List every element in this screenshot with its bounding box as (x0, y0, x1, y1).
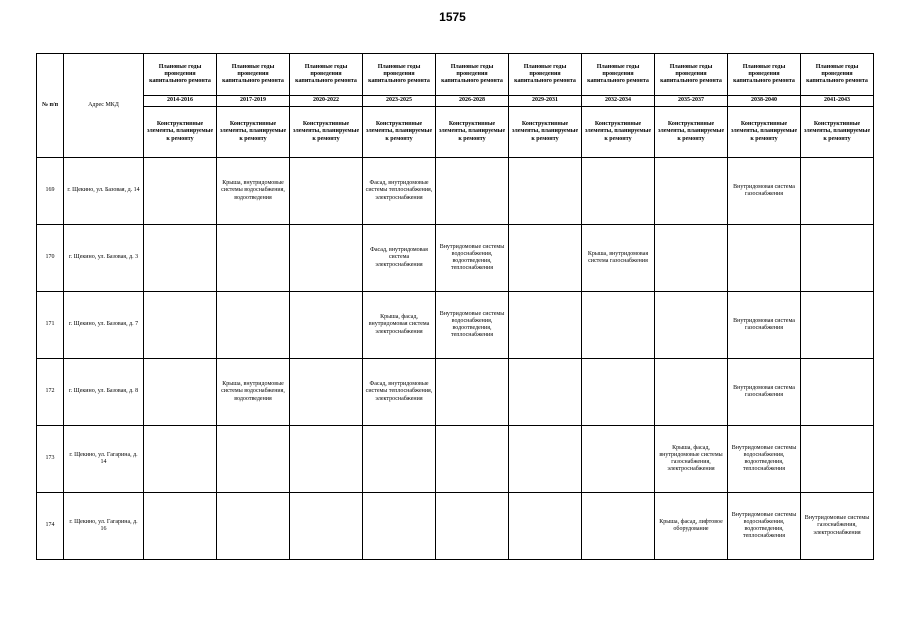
work-cell: Крыша, фасад, лифтовое оборудование (655, 493, 728, 560)
work-cell (801, 426, 874, 493)
work-cell (363, 426, 436, 493)
header-planned-years: Плановые годы проведения капитального ремонта (655, 54, 728, 96)
work-cell (582, 493, 655, 560)
work-cell: Фасад, внутридомовые системы теплоснабжения, электроснабжения (363, 359, 436, 426)
header-elements: Конструктивные элементы, планируемые к ремонту (217, 107, 290, 158)
work-cell: Внутридомовые системы водоснабжения, водоотведения, теплоснабжения (436, 225, 509, 292)
header-planned-years: Плановые годы проведения капитального ремонта (363, 54, 436, 96)
work-cell (217, 493, 290, 560)
header-row-elements (37, 107, 874, 158)
row-address: г. Щекино, ул. Гагарина, д. 14 (64, 426, 144, 493)
row-address: г. Щекино, ул. Базовая, д. 3 (64, 225, 144, 292)
work-cell (436, 426, 509, 493)
work-cell (728, 225, 801, 292)
row-number: 172 (37, 359, 64, 426)
table-row (37, 225, 874, 292)
table-row (37, 493, 874, 560)
work-cell (582, 426, 655, 493)
header-elements: Конструктивные элементы, планируемые к ремонту (363, 107, 436, 158)
work-cell: Внутридомовая система газоснабжения (728, 158, 801, 225)
work-cell (144, 292, 217, 359)
work-cell: Крыша, внутридомовая система газоснабжения (582, 225, 655, 292)
work-cell: Фасад, внутридомовая система электроснабжения (363, 225, 436, 292)
work-cell: Внутридомовые системы газоснабжения, электроснабжения (801, 493, 874, 560)
header-planned-years: Плановые годы проведения капитального ремонта (144, 54, 217, 96)
work-cell: Крыша, внутридомовые системы водоснабжения, водоотведения (217, 158, 290, 225)
header-planned-years: Плановые годы проведения капитального ремонта (436, 54, 509, 96)
row-address: г. Щекино, ул. Базовая, д. 7 (64, 292, 144, 359)
capital-repair-plan-table (36, 53, 874, 560)
header-period: 2029-2031 (509, 96, 582, 107)
work-cell (290, 292, 363, 359)
header-planned-years: Плановые годы проведения капитального ремонта (509, 54, 582, 96)
header-elements: Конструктивные элементы, планируемые к ремонту (801, 107, 874, 158)
header-elements: Конструктивные элементы, планируемые к ремонту (144, 107, 217, 158)
header-period: 2041-2043 (801, 96, 874, 107)
work-cell: Крыша, внутридомовые системы водоснабжения, водоотведения (217, 359, 290, 426)
header-period: 2026-2028 (436, 96, 509, 107)
work-cell (290, 359, 363, 426)
table-row (37, 158, 874, 225)
work-cell (509, 493, 582, 560)
work-cell (290, 426, 363, 493)
row-number: 173 (37, 426, 64, 493)
work-cell: Крыша, фасад, внутридомовые системы газоснабжения, электроснабжения (655, 426, 728, 493)
work-cell (144, 359, 217, 426)
work-cell (582, 158, 655, 225)
header-planned-years: Плановые годы проведения капитального ремонта (801, 54, 874, 96)
work-cell (217, 426, 290, 493)
row-address: г. Щекино, ул. Базовая, д. 14 (64, 158, 144, 225)
work-cell (801, 359, 874, 426)
work-cell (217, 292, 290, 359)
row-address: г. Щекино, ул. Базовая, д. 8 (64, 359, 144, 426)
header-period: 2032-2034 (582, 96, 655, 107)
header-planned-years: Плановые годы проведения капитального ремонта (728, 54, 801, 96)
work-cell (144, 158, 217, 225)
work-cell (801, 225, 874, 292)
header-period: 2020-2022 (290, 96, 363, 107)
work-cell (290, 225, 363, 292)
work-cell (217, 225, 290, 292)
work-cell (509, 225, 582, 292)
work-cell: Внутридомовая система газоснабжения (728, 292, 801, 359)
header-period: 2014-2016 (144, 96, 217, 107)
header-period: 2023-2025 (363, 96, 436, 107)
work-cell: Фасад, внутридомовые системы теплоснабжения, электроснабжения (363, 158, 436, 225)
row-number: 170 (37, 225, 64, 292)
header-elements: Конструктивные элементы, планируемые к ремонту (509, 107, 582, 158)
table-row (37, 292, 874, 359)
table-row (37, 426, 874, 493)
work-cell (290, 158, 363, 225)
table-row (37, 359, 874, 426)
header-elements: Конструктивные элементы, планируемые к ремонту (582, 107, 655, 158)
work-cell (290, 493, 363, 560)
work-cell (363, 493, 436, 560)
header-number: № п/п (37, 54, 64, 158)
work-cell (655, 158, 728, 225)
work-cell (801, 158, 874, 225)
work-cell: Внутридомовые системы водоснабжения, водоотведения, теплоснабжения (728, 493, 801, 560)
work-cell (436, 158, 509, 225)
header-row-periods (37, 96, 874, 107)
row-number: 171 (37, 292, 64, 359)
work-cell (655, 359, 728, 426)
header-planned-years: Плановые годы проведения капитального ремонта (290, 54, 363, 96)
work-cell (509, 426, 582, 493)
work-cell (509, 292, 582, 359)
header-elements: Конструктивные элементы, планируемые к ремонту (655, 107, 728, 158)
header-address: Адрес МКД (64, 54, 144, 158)
header-planned-years: Плановые годы проведения капитального ремонта (217, 54, 290, 96)
work-cell (144, 493, 217, 560)
work-cell (582, 292, 655, 359)
work-cell (582, 359, 655, 426)
work-cell: Внутридомовые системы водоснабжения, водоотведения, теплоснабжения (436, 292, 509, 359)
work-cell: Крыша, фасад, внутридомовая система электроснабжения (363, 292, 436, 359)
work-cell (436, 493, 509, 560)
work-cell (144, 426, 217, 493)
header-period: 2038-2040 (728, 96, 801, 107)
row-number: 169 (37, 158, 64, 225)
header-elements: Конструктивные элементы, планируемые к ремонту (436, 107, 509, 158)
header-elements: Конструктивные элементы, планируемые к ремонту (728, 107, 801, 158)
work-cell (655, 225, 728, 292)
work-cell (509, 158, 582, 225)
work-cell: Внутридомовая система газоснабжения (728, 359, 801, 426)
work-cell (436, 359, 509, 426)
header-elements: Конструктивные элементы, планируемые к ремонту (290, 107, 363, 158)
row-address: г. Щекино, ул. Гагарина, д. 16 (64, 493, 144, 560)
work-cell (801, 292, 874, 359)
page-number: 1575 (439, 10, 466, 24)
work-cell (655, 292, 728, 359)
work-cell: Внутридомовые системы водоснабжения, водоотведения, теплоснабжения (728, 426, 801, 493)
header-row-planned (37, 54, 874, 96)
header-period: 2017-2019 (217, 96, 290, 107)
work-cell (144, 225, 217, 292)
header-period: 2035-2037 (655, 96, 728, 107)
header-planned-years: Плановые годы проведения капитального ремонта (582, 54, 655, 96)
row-number: 174 (37, 493, 64, 560)
work-cell (509, 359, 582, 426)
